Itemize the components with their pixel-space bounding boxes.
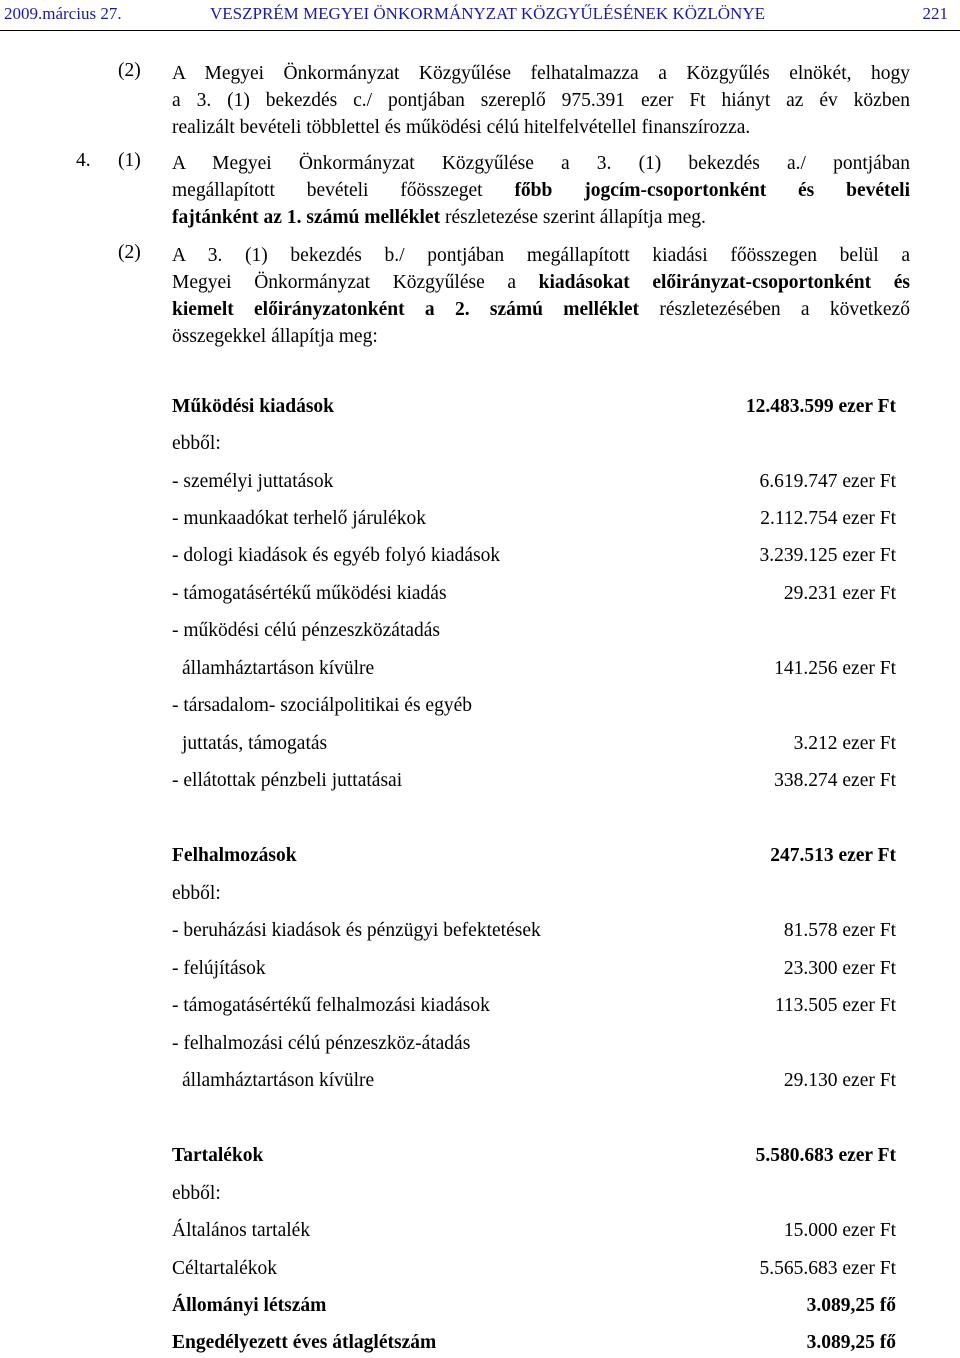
expense-row: juttatás, támogatás 3.212 ezer Ft (182, 733, 896, 754)
expense-group-total: 5.580.683 ezer Ft (755, 1145, 896, 1166)
paragraph-number: (1) (118, 150, 141, 171)
expense-row: - támogatásértékű felhalmozási kiadások 113.505 ezer Ft (172, 995, 896, 1016)
paragraph-number: (2) (118, 60, 141, 81)
expense-row: - ellátottak pénzbeli juttatásai 338.274 ezer Ft (172, 770, 896, 791)
ebbol-label: ebből: (172, 883, 221, 904)
expense-row: államháztartáson kívülre 29.130 ezer Ft (182, 1070, 896, 1091)
expense-row: - támogatásértékű működési kiadás 29.231 ezer Ft (172, 583, 896, 604)
expense-row: - személyi juttatások 6.619.747 ezer Ft (172, 471, 896, 492)
section-4-paragraph-2: A 3. (1) bekezdés b./ pontjában megállapított kiadási főösszegen belül a Megyei Önkormányzat Közgyűlése a kiadásokat előirányzat-csoportonként és kiemelt előirányzatonként a 2. számú melléklet részletezésében a következő összegekkel állapítja meg: (172, 245, 910, 347)
ebbol-label: ebből: (172, 433, 221, 454)
expense-row: Céltartalékok 5.565.683 ezer Ft (172, 1258, 896, 1279)
ebbol-label: ebből: (172, 1183, 221, 1204)
paragraph-2: A Megyei Önkormányzat Közgyűlése felhatalmazza a Közgyűlés elnökét, hogy a 3. (1) bekezdés c./ pontjában szereplő 975.391 ezer Ft hiányt az év közben realizált bevételi többlettel és működési célú hitelfelvétellel finanszírozza. (172, 63, 910, 138)
expense-row: - felújítások 23.300 ezer Ft (172, 958, 896, 979)
expense-group-total: 12.483.599 ezer Ft (745, 396, 896, 417)
expense-row: - felhalmozási célú pénzeszköz-átadás (172, 1033, 471, 1054)
paragraph-number: (2) (118, 242, 141, 263)
page-header (0, 0, 960, 31)
expense-group-title: Működési kiadások (172, 396, 335, 417)
expense-group-title: Felhalmozások (172, 845, 297, 866)
expense-row: - munkaadókat terhelő járulékok 2.112.754 ezer Ft (172, 508, 896, 529)
expense-row: Általános tartalék 15.000 ezer Ft (172, 1220, 896, 1241)
expense-row: - dologi kiadások és egyéb folyó kiadások 3.239.125 ezer Ft (172, 545, 896, 566)
average-headcount-row: Engedélyezett éves átlaglétszám 3.089,25 fő (172, 1332, 896, 1353)
header-page-number: 221 (922, 4, 948, 23)
expense-row: - működési célú pénzeszközátadás (172, 620, 441, 641)
headcount-row: Állományi létszám 3.089,25 fő (172, 1295, 896, 1316)
expense-row: - társadalom- szociálpolitikai és egyéb (172, 695, 472, 716)
header-title: VESZPRÉM MEGYEI ÖNKORMÁNYZAT KÖZGYŰLÉSÉNEK KÖZLÖNYE (210, 4, 765, 23)
expense-group-header (172, 1145, 896, 1171)
expense-row: államháztartáson kívülre 141.256 ezer Ft (182, 658, 896, 679)
expense-group-header (172, 845, 896, 871)
header-date: 2009.március 27. (4, 4, 122, 23)
expense-group-total: 247.513 ezer Ft (770, 845, 896, 866)
section-number: 4. (76, 150, 91, 171)
section-4-paragraph-1: A Megyei Önkormányzat Közgyűlése a 3. (1) bekezdés a./ pontjában megállapított bevételi főösszeget főbb jogcím-csoportonként és bevételi fajtánként az 1. számú melléklet részletezése szerint állapítja meg. (172, 153, 910, 228)
expense-group-header (172, 396, 896, 422)
expense-row: - beruházási kiadások és pénzügyi befektetések 81.578 ezer Ft (172, 920, 896, 941)
expense-group-title: Tartalékok (172, 1145, 264, 1166)
